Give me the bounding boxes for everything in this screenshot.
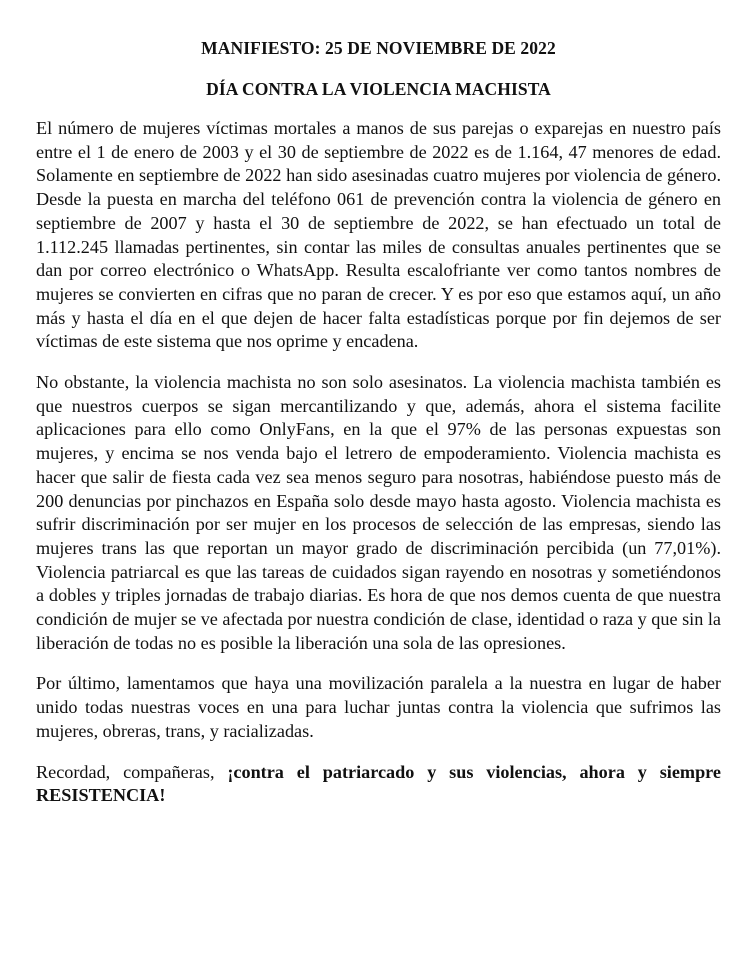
document-title: MANIFIESTO: 25 DE NOVIEMBRE DE 2022 [201, 38, 556, 58]
closing-lead: Recordad, compañeras, [36, 761, 228, 782]
paragraph-3: Por último, lamentamos que haya una movilización paralela a la nuestra en lugar de haber unido todas nuestras voces en una para luchar juntas contra la violencia que sufrimos las mujeres, obreras, trans, y racializadas. [36, 673, 721, 741]
document-page [36, 37, 721, 808]
document-subtitle: DÍA CONTRA LA VIOLENCIA MACHISTA [206, 79, 551, 99]
paragraph-1: El número de mujeres víctimas mortales a manos de sus parejas o exparejas en nuestro país entre el 1 de enero de 2003 y el 30 de septiembre de 2022 es de 1.164, 47 menores de edad. Solamente en septiembre de 2022 han sido asesinadas cuatro mujeres por violencia de género. Desde la puesta en marcha del teléfono 061 de prevención contra la violencia de género en septiembre de 2007 y hasta el 30 de septiembre de 2022, se han efectuado un total de 1.112.245 llamadas pertinentes, sin contar las miles de consultas anuales pertinentes que se dan por correo electrónico o WhatsApp. Resulta escalofriante ver como tantos nombres de mujeres se convierten en cifras que no paran de crecer. Y es por eso que estamos aquí, un año más y hasta el día en el que dejen de hacer falta estadísticas porque por fin dejemos de ser víctimas de este sistema que nos oprime y encadena. [36, 118, 721, 352]
paragraph-2: No obstante, la violencia machista no son solo asesinatos. La violencia machista también es que nuestros cuerpos se sigan mercantilizando y que, además, ahora el sistema facilite aplicaciones para ello como OnlyFans, en la que el 97% de las personas expuestas son mujeres, y encima se nos venda bajo el letrero de empoderamiento. Violencia machista es hacer que salir de fiesta cada vez sea menos seguro para nosotras, habiéndose puesto más de 200 denuncias por pinchazos en España solo desde mayo hasta agosto. Violencia machista es sufrir discriminación por ser mujer en los procesos de selección de las empresas, siendo las mujeres trans las que reportan un mayor grado de discriminación percibida (un 77,01%). Violencia patriarcal es que las tareas de cuidados sigan rayendo en nosotras y sometiéndonos a dobles y triples jornadas de trabajo diarias. Es hora de que nos demos cuenta de que nuestra condición de mujer se ve afectada por nuestra condición de clase, identidad o raza y que sin la liberación de todas no es posible la liberación una sola de las opresiones. [36, 372, 721, 653]
closing-paragraph [36, 761, 721, 808]
closing-emphasis: ¡contra el patriarcado y sus violencias, ahora y siempre RESISTENCIA! [36, 761, 721, 806]
